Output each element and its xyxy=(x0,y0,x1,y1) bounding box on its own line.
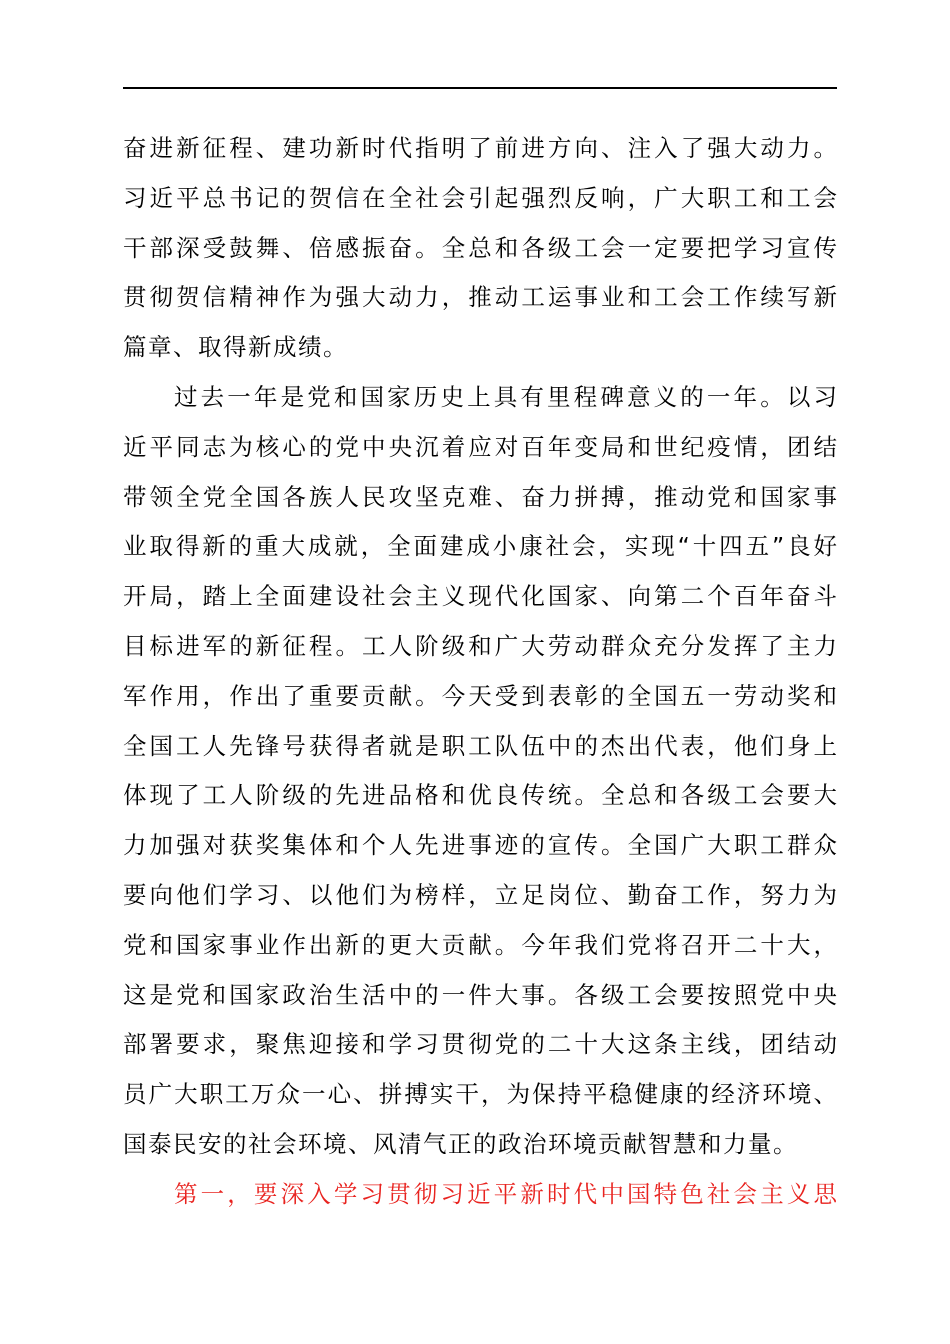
text-line: 部署要求，聚焦迎接和学习贯彻党的二十大这条主线，团结动 xyxy=(123,1030,837,1059)
text-line: 国泰民安的社会环境、风清气正的政治环境贡献智慧和力量。 xyxy=(123,1129,798,1158)
text-line: 篇章、取得新成绩。 xyxy=(123,333,348,362)
text-line: 贯彻贺信精神作为强大动力，推动工运事业和工会工作续写新 xyxy=(123,283,837,312)
text-line: 业取得新的重大成就，全面建成小康社会，实现“十四五”良好 xyxy=(123,532,837,561)
header-rule xyxy=(123,87,837,89)
text-line: 员广大职工万众一心、拼搏实干，为保持平稳健康的经济环境、 xyxy=(123,1080,837,1109)
text-line: 这是党和国家政治生活中的一件大事。各级工会要按照党中央 xyxy=(123,980,837,1009)
text-line: 目标进军的新征程。工人阶级和广大劳动群众充分发挥了主力 xyxy=(123,631,837,660)
text-line: 带领全党全国各族人民攻坚克难、奋力拼搏，推动党和国家事 xyxy=(123,482,837,511)
text-line: 开局，踏上全面建设社会主义现代化国家、向第二个百年奋斗 xyxy=(123,582,837,611)
text-line: 党和国家事业作出新的更大贡献。今年我们党将召开二十大， xyxy=(123,930,837,959)
section-heading-line: 第一，要深入学习贯彻习近平新时代中国特色社会主义思 xyxy=(174,1179,837,1208)
text-line: 军作用，作出了重要贡献。今天受到表彰的全国五一劳动奖和 xyxy=(123,681,837,710)
text-line: 全国工人先锋号获得者就是职工队伍中的杰出代表，他们身上 xyxy=(123,731,837,760)
text-line: 奋进新征程、建功新时代指明了前进方向、注入了强大动力。 xyxy=(123,134,837,162)
text-line: 体现了工人阶级的先进品格和优良传统。全总和各级工会要大 xyxy=(123,781,837,810)
document-body xyxy=(123,130,837,1226)
text-line: 力加强对获奖集体和个人先进事迹的宣传。全国广大职工群众 xyxy=(123,831,837,860)
text-line: 要向他们学习、以他们为榜样，立足岗位、勤奋工作，努力为 xyxy=(123,880,837,909)
text-line: 习近平总书记的贺信在全社会引起强烈反响，广大职工和工会 xyxy=(123,183,837,212)
text-line: 干部深受鼓舞、倍感振奋。全总和各级工会一定要把学习宣传 xyxy=(123,233,837,262)
text-line: 过去一年是党和国家历史上具有里程碑意义的一年。以习 xyxy=(174,382,837,411)
text-line: 近平同志为核心的党中央沉着应对百年变局和世纪疫情，团结 xyxy=(123,432,837,461)
